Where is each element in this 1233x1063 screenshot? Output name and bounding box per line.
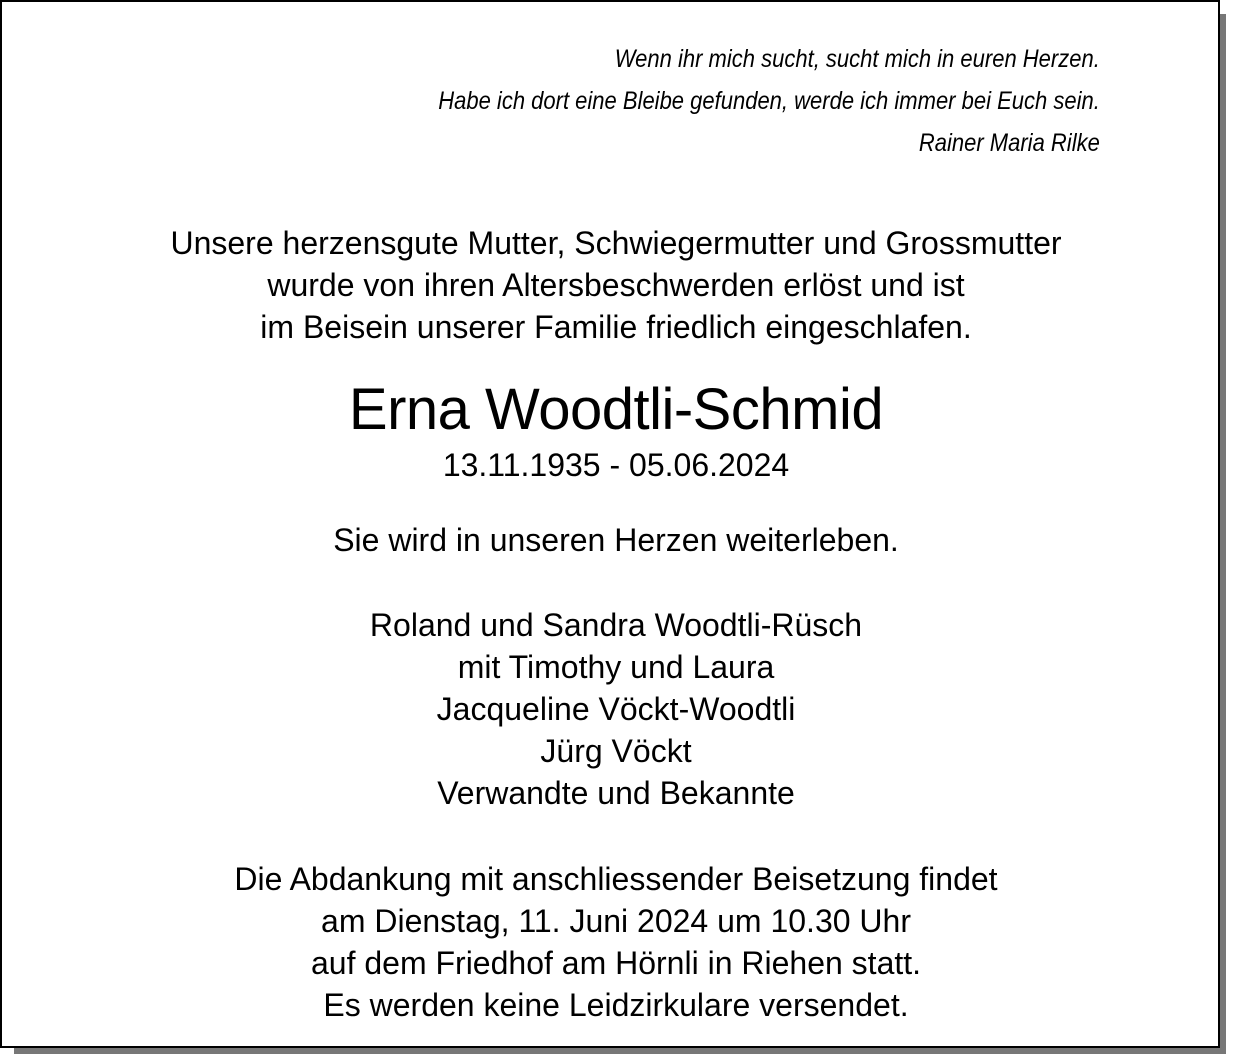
closing-line: Sie wird in unseren Herzen weiterleben. [333,522,899,558]
family-member: Jacqueline Vöckt-Woodtli [436,691,796,727]
service-info [2,858,1230,1026]
family-member: Roland und Sandra Woodtli-Rüsch [369,607,863,643]
service-line: Die Abdankung mit anschliessender Beisetzung findet [234,861,998,897]
quote-author: Rainer Maria Rilke [919,129,1100,157]
quote-line: Habe ich dort eine Bleibe gefunden, werde ich immer bei Euch sein. [438,87,1100,115]
intro-line: wurde von ihren Altersbeschwerden erlöst und ist [267,267,965,303]
family-member: Verwandte und Bekannte [437,775,795,811]
service-line: auf dem Friedhof am Hörnli in Riehen statt. [310,945,922,981]
intro-line: Unsere herzensgute Mutter, Schwiegermutter und Grossmutter [170,225,1062,261]
intro-line: im Beisein unserer Familie friedlich eingeschlafen. [260,309,972,345]
family-member: Jürg Vöckt [540,733,692,769]
intro-text [2,222,1230,348]
service-line: am Dienstag, 11. Juni 2024 um 10.30 Uhr [321,903,911,939]
rilke-quote [438,38,1100,164]
deceased-name: Erna Woodtli-Schmid [348,377,884,442]
family-member: mit Timothy und Laura [457,649,775,685]
family-list [2,604,1230,814]
quote-line: Wenn ihr mich sucht, sucht mich in euren Herzen. [614,45,1100,73]
life-dates: 13.11.1935 - 05.06.2024 [442,447,790,483]
service-line: Es werden keine Leidzirkulare versendet. [323,987,909,1023]
